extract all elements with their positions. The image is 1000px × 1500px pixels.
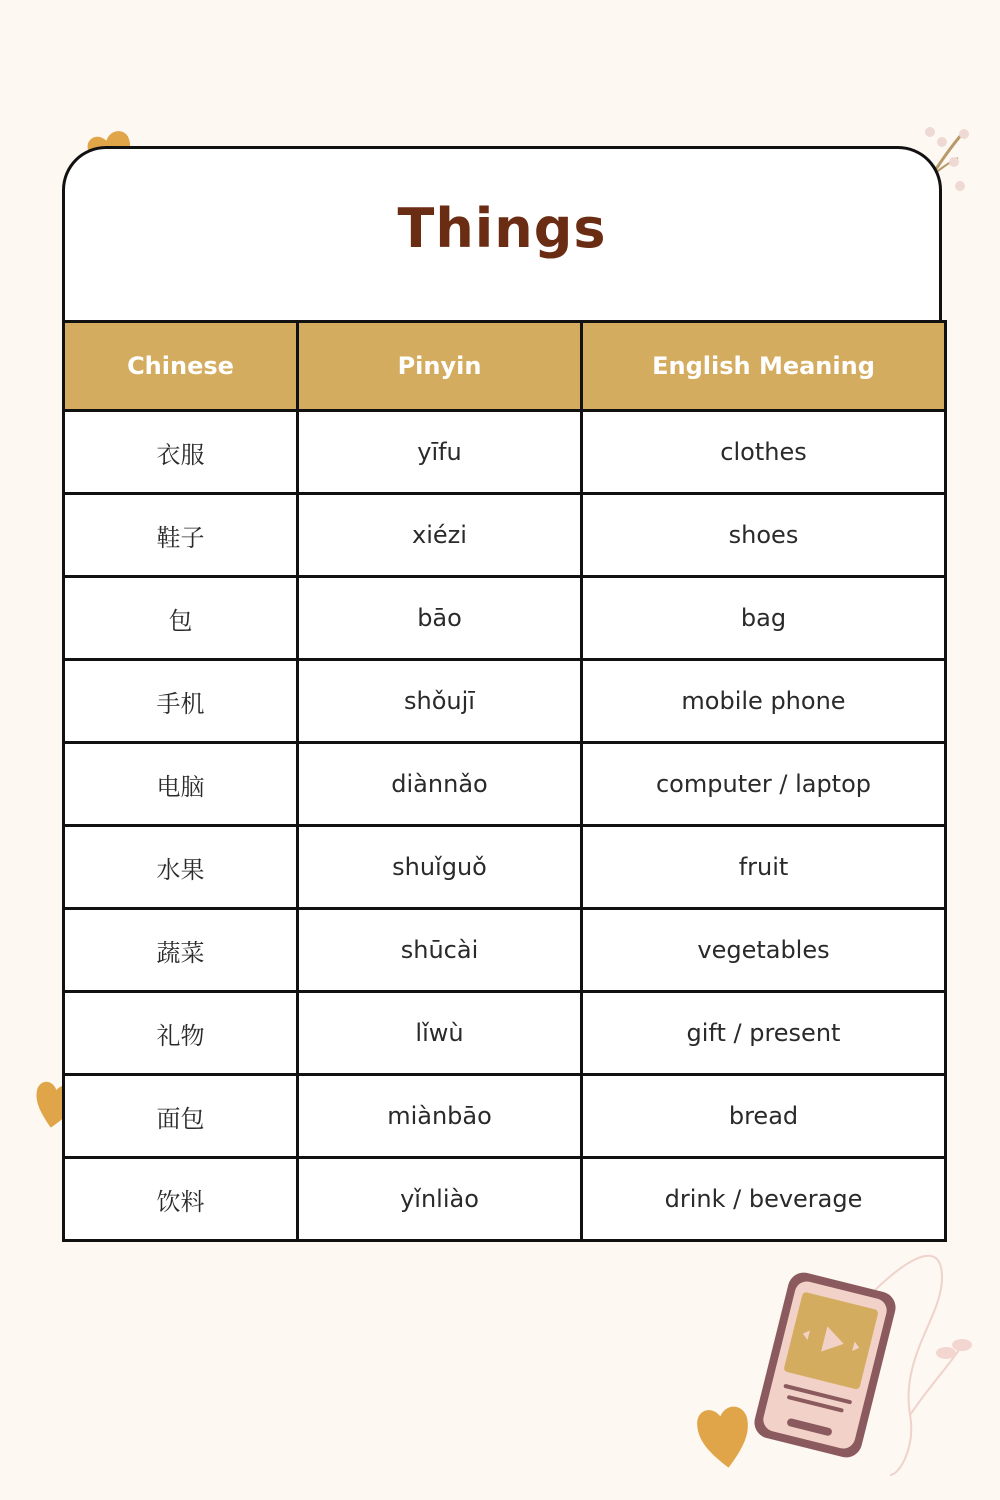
cell-chinese: 蔬菜 [64,909,298,992]
cell-chinese: 鞋子 [64,494,298,577]
cell-english: bread [582,1075,946,1158]
table-row [64,1158,946,1241]
cell-pinyin: lǐwù [298,992,582,1075]
cell-pinyin: shuǐguǒ [298,826,582,909]
cell-english: drink / beverage [582,1158,946,1241]
cell-chinese: 包 [64,577,298,660]
heart-icon [694,1400,754,1470]
cell-chinese: 衣服 [64,411,298,494]
header-english: English Meaning [582,322,946,411]
cell-english: fruit [582,826,946,909]
cell-pinyin: diànnǎo [298,743,582,826]
cell-chinese: 面包 [64,1075,298,1158]
cell-chinese: 水果 [64,826,298,909]
cell-pinyin: yǐnliào [298,1158,582,1241]
table-row [64,909,946,992]
cell-pinyin: miànbāo [298,1075,582,1158]
cell-pinyin: yīfu [298,411,582,494]
cell-pinyin: bāo [298,577,582,660]
cell-english: clothes [582,411,946,494]
cell-english: mobile phone [582,660,946,743]
cell-pinyin: shūcài [298,909,582,992]
music-player-icon [750,1235,990,1485]
cell-english: computer / laptop [582,743,946,826]
cell-english: bag [582,577,946,660]
table-row [64,494,946,577]
cell-english: shoes [582,494,946,577]
table-header-row [64,322,946,411]
page-title: Things [397,197,607,260]
cell-chinese: 电脑 [64,743,298,826]
header-chinese: Chinese [64,322,298,411]
cell-english: vegetables [582,909,946,992]
table-row [64,1075,946,1158]
table-row [64,743,946,826]
cell-chinese: 礼物 [64,992,298,1075]
header-pinyin: Pinyin [298,322,582,411]
cell-chinese: 手机 [64,660,298,743]
vocab-table [62,320,947,1242]
table-row [64,660,946,743]
table-row [64,411,946,494]
table-row [64,826,946,909]
table-row [64,992,946,1075]
cell-chinese: 饮料 [64,1158,298,1241]
title-card [62,146,942,320]
cell-pinyin: shǒujī [298,660,582,743]
table-row [64,577,946,660]
cell-english: gift / present [582,992,946,1075]
cell-pinyin: xiézi [298,494,582,577]
